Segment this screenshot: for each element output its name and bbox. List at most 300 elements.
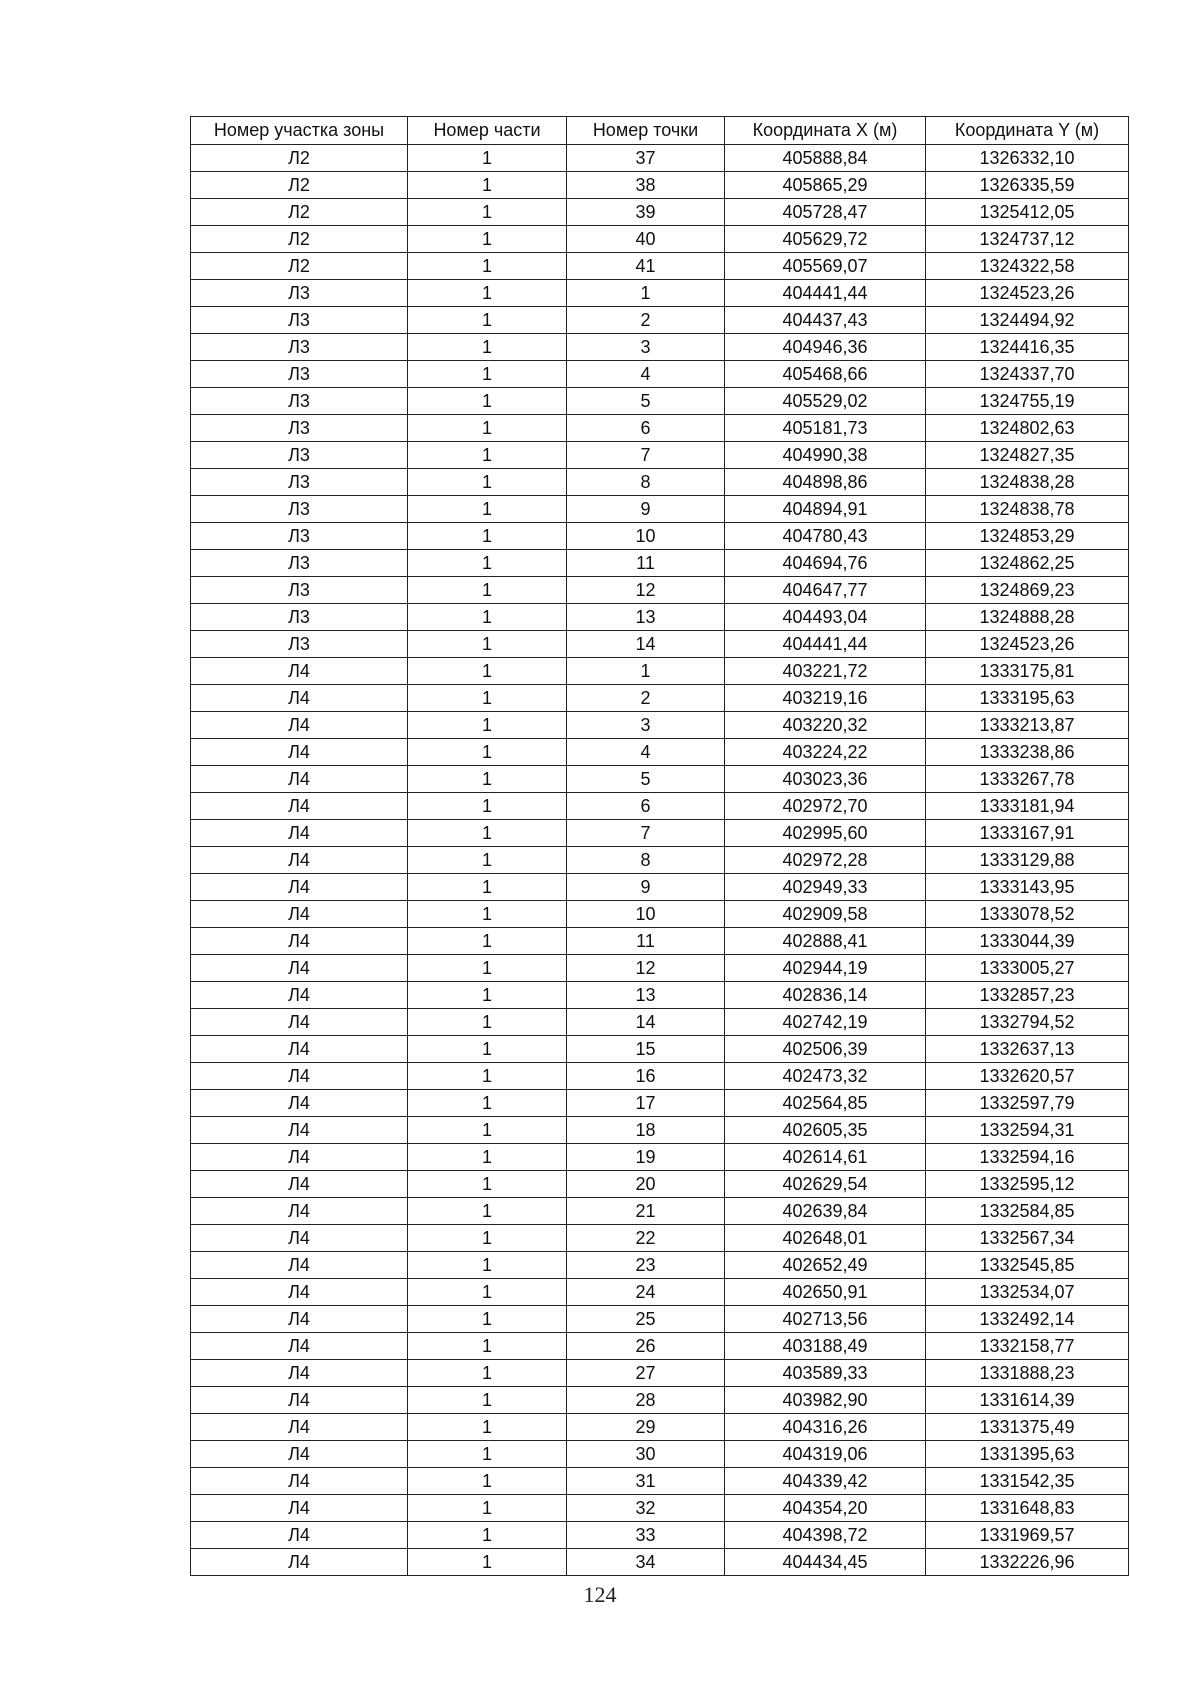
point-number-cell: 40 bbox=[567, 226, 725, 253]
coordinate-x-cell: 405468,66 bbox=[725, 361, 926, 388]
zone-section-cell: Л2 bbox=[191, 145, 408, 172]
coordinate-y-cell: 1331969,57 bbox=[926, 1522, 1129, 1549]
point-number-cell: 28 bbox=[567, 1387, 725, 1414]
part-number-cell: 1 bbox=[408, 1495, 567, 1522]
zone-section-cell: Л4 bbox=[191, 658, 408, 685]
part-number-cell: 1 bbox=[408, 1252, 567, 1279]
part-number-cell: 1 bbox=[408, 307, 567, 334]
point-number-cell: 25 bbox=[567, 1306, 725, 1333]
table-row bbox=[191, 172, 1129, 199]
point-number-cell: 8 bbox=[567, 469, 725, 496]
point-number-cell: 1 bbox=[567, 658, 725, 685]
coordinate-y-cell: 1324322,58 bbox=[926, 253, 1129, 280]
part-number-cell: 1 bbox=[408, 1549, 567, 1576]
coordinate-x-cell: 402639,84 bbox=[725, 1198, 926, 1225]
coordinate-y-cell: 1332534,07 bbox=[926, 1279, 1129, 1306]
table-row bbox=[191, 1495, 1129, 1522]
table-row bbox=[191, 766, 1129, 793]
coordinate-y-cell: 1332226,96 bbox=[926, 1549, 1129, 1576]
point-number-cell: 14 bbox=[567, 631, 725, 658]
point-number-cell: 32 bbox=[567, 1495, 725, 1522]
coordinate-y-cell: 1324494,92 bbox=[926, 307, 1129, 334]
coordinate-x-cell: 402614,61 bbox=[725, 1144, 926, 1171]
coordinate-y-cell: 1326332,10 bbox=[926, 145, 1129, 172]
part-number-cell: 1 bbox=[408, 1063, 567, 1090]
point-number-cell: 37 bbox=[567, 145, 725, 172]
coordinate-y-cell: 1333143,95 bbox=[926, 874, 1129, 901]
table-body bbox=[191, 145, 1129, 1576]
coordinate-x-cell: 404898,86 bbox=[725, 469, 926, 496]
point-number-cell: 3 bbox=[567, 712, 725, 739]
part-number-cell: 1 bbox=[408, 1306, 567, 1333]
zone-section-cell: Л3 bbox=[191, 442, 408, 469]
point-number-cell: 12 bbox=[567, 577, 725, 604]
part-number-cell: 1 bbox=[408, 1225, 567, 1252]
table-row bbox=[191, 820, 1129, 847]
table-row bbox=[191, 1198, 1129, 1225]
point-number-cell: 34 bbox=[567, 1549, 725, 1576]
table-row bbox=[191, 1009, 1129, 1036]
coordinate-x-cell: 403982,90 bbox=[725, 1387, 926, 1414]
table-row bbox=[191, 631, 1129, 658]
coordinate-x-cell: 403221,72 bbox=[725, 658, 926, 685]
point-number-cell: 14 bbox=[567, 1009, 725, 1036]
coordinates-table bbox=[190, 116, 1129, 1576]
coordinate-y-cell: 1333267,78 bbox=[926, 766, 1129, 793]
zone-section-cell: Л4 bbox=[191, 955, 408, 982]
header-part-number: Номер части bbox=[408, 117, 567, 145]
coordinate-y-cell: 1324755,19 bbox=[926, 388, 1129, 415]
coordinate-x-cell: 404894,91 bbox=[725, 496, 926, 523]
zone-section-cell: Л4 bbox=[191, 1252, 408, 1279]
part-number-cell: 1 bbox=[408, 847, 567, 874]
coordinate-x-cell: 405728,47 bbox=[725, 199, 926, 226]
coordinate-x-cell: 402713,56 bbox=[725, 1306, 926, 1333]
point-number-cell: 19 bbox=[567, 1144, 725, 1171]
zone-section-cell: Л3 bbox=[191, 307, 408, 334]
table-row bbox=[191, 604, 1129, 631]
zone-section-cell: Л4 bbox=[191, 793, 408, 820]
part-number-cell: 1 bbox=[408, 1144, 567, 1171]
table-row bbox=[191, 1360, 1129, 1387]
table-row bbox=[191, 1036, 1129, 1063]
part-number-cell: 1 bbox=[408, 901, 567, 928]
point-number-cell: 13 bbox=[567, 604, 725, 631]
part-number-cell: 1 bbox=[408, 496, 567, 523]
coordinate-y-cell: 1331395,63 bbox=[926, 1441, 1129, 1468]
header-row bbox=[191, 117, 1129, 145]
coordinate-x-cell: 402888,41 bbox=[725, 928, 926, 955]
coordinate-y-cell: 1325412,05 bbox=[926, 199, 1129, 226]
coordinate-y-cell: 1324523,26 bbox=[926, 280, 1129, 307]
coordinate-x-cell: 402742,19 bbox=[725, 1009, 926, 1036]
header-coordinate-y: Координата Y (м) bbox=[926, 117, 1129, 145]
part-number-cell: 1 bbox=[408, 1009, 567, 1036]
part-number-cell: 1 bbox=[408, 1036, 567, 1063]
point-number-cell: 10 bbox=[567, 901, 725, 928]
coordinate-x-cell: 402605,35 bbox=[725, 1117, 926, 1144]
coordinate-y-cell: 1326335,59 bbox=[926, 172, 1129, 199]
coordinate-y-cell: 1333167,91 bbox=[926, 820, 1129, 847]
coordinate-x-cell: 405569,07 bbox=[725, 253, 926, 280]
coordinate-y-cell: 1332620,57 bbox=[926, 1063, 1129, 1090]
zone-section-cell: Л3 bbox=[191, 496, 408, 523]
point-number-cell: 13 bbox=[567, 982, 725, 1009]
zone-section-cell: Л4 bbox=[191, 739, 408, 766]
coordinate-y-cell: 1324827,35 bbox=[926, 442, 1129, 469]
point-number-cell: 15 bbox=[567, 1036, 725, 1063]
coordinate-x-cell: 402972,70 bbox=[725, 793, 926, 820]
part-number-cell: 1 bbox=[408, 766, 567, 793]
point-number-cell: 38 bbox=[567, 172, 725, 199]
coordinate-y-cell: 1324802,63 bbox=[926, 415, 1129, 442]
part-number-cell: 1 bbox=[408, 1279, 567, 1306]
coordinate-x-cell: 402648,01 bbox=[725, 1225, 926, 1252]
zone-section-cell: Л4 bbox=[191, 928, 408, 955]
part-number-cell: 1 bbox=[408, 1414, 567, 1441]
point-number-cell: 18 bbox=[567, 1117, 725, 1144]
part-number-cell: 1 bbox=[408, 739, 567, 766]
coordinate-y-cell: 1332794,52 bbox=[926, 1009, 1129, 1036]
point-number-cell: 8 bbox=[567, 847, 725, 874]
table-row bbox=[191, 145, 1129, 172]
zone-section-cell: Л3 bbox=[191, 361, 408, 388]
zone-section-cell: Л3 bbox=[191, 469, 408, 496]
coordinate-y-cell: 1333175,81 bbox=[926, 658, 1129, 685]
coordinate-x-cell: 402909,58 bbox=[725, 901, 926, 928]
part-number-cell: 1 bbox=[408, 280, 567, 307]
table-row bbox=[191, 1090, 1129, 1117]
part-number-cell: 1 bbox=[408, 1387, 567, 1414]
point-number-cell: 11 bbox=[567, 928, 725, 955]
zone-section-cell: Л4 bbox=[191, 1522, 408, 1549]
table-row bbox=[191, 847, 1129, 874]
table-row bbox=[191, 955, 1129, 982]
coordinate-x-cell: 402652,49 bbox=[725, 1252, 926, 1279]
part-number-cell: 1 bbox=[408, 955, 567, 982]
table-row bbox=[191, 577, 1129, 604]
coordinate-y-cell: 1331614,39 bbox=[926, 1387, 1129, 1414]
table-row bbox=[191, 1522, 1129, 1549]
point-number-cell: 21 bbox=[567, 1198, 725, 1225]
table-row bbox=[191, 1117, 1129, 1144]
zone-section-cell: Л2 bbox=[191, 172, 408, 199]
table-row bbox=[191, 1225, 1129, 1252]
point-number-cell: 22 bbox=[567, 1225, 725, 1252]
part-number-cell: 1 bbox=[408, 685, 567, 712]
point-number-cell: 20 bbox=[567, 1171, 725, 1198]
point-number-cell: 10 bbox=[567, 523, 725, 550]
zone-section-cell: Л4 bbox=[191, 1495, 408, 1522]
point-number-cell: 30 bbox=[567, 1441, 725, 1468]
coordinate-y-cell: 1333181,94 bbox=[926, 793, 1129, 820]
table-row bbox=[191, 793, 1129, 820]
part-number-cell: 1 bbox=[408, 1198, 567, 1225]
point-number-cell: 1 bbox=[567, 280, 725, 307]
zone-section-cell: Л4 bbox=[191, 901, 408, 928]
zone-section-cell: Л4 bbox=[191, 1063, 408, 1090]
part-number-cell: 1 bbox=[408, 928, 567, 955]
coordinate-y-cell: 1333195,63 bbox=[926, 685, 1129, 712]
table-row bbox=[191, 1171, 1129, 1198]
table-row bbox=[191, 1333, 1129, 1360]
part-number-cell: 1 bbox=[408, 1360, 567, 1387]
table-row bbox=[191, 280, 1129, 307]
coordinate-y-cell: 1333238,86 bbox=[926, 739, 1129, 766]
coordinate-x-cell: 403220,32 bbox=[725, 712, 926, 739]
coordinate-x-cell: 404339,42 bbox=[725, 1468, 926, 1495]
coordinate-y-cell: 1332595,12 bbox=[926, 1171, 1129, 1198]
table-row bbox=[191, 658, 1129, 685]
part-number-cell: 1 bbox=[408, 226, 567, 253]
coordinate-x-cell: 404398,72 bbox=[725, 1522, 926, 1549]
part-number-cell: 1 bbox=[408, 1468, 567, 1495]
table-row bbox=[191, 901, 1129, 928]
zone-section-cell: Л3 bbox=[191, 604, 408, 631]
coordinate-x-cell: 405529,02 bbox=[725, 388, 926, 415]
zone-section-cell: Л3 bbox=[191, 280, 408, 307]
point-number-cell: 5 bbox=[567, 388, 725, 415]
table-row bbox=[191, 685, 1129, 712]
coordinate-x-cell: 403589,33 bbox=[725, 1360, 926, 1387]
point-number-cell: 6 bbox=[567, 415, 725, 442]
table-row bbox=[191, 1387, 1129, 1414]
table-row bbox=[191, 1549, 1129, 1576]
table-row bbox=[191, 199, 1129, 226]
header-point-number: Номер точки bbox=[567, 117, 725, 145]
zone-section-cell: Л3 bbox=[191, 334, 408, 361]
zone-section-cell: Л4 bbox=[191, 1090, 408, 1117]
coordinate-y-cell: 1324737,12 bbox=[926, 226, 1129, 253]
coordinate-y-cell: 1331375,49 bbox=[926, 1414, 1129, 1441]
point-number-cell: 23 bbox=[567, 1252, 725, 1279]
table-row bbox=[191, 253, 1129, 280]
table-row bbox=[191, 307, 1129, 334]
coordinate-x-cell: 403219,16 bbox=[725, 685, 926, 712]
table-row bbox=[191, 982, 1129, 1009]
zone-section-cell: Л2 bbox=[191, 226, 408, 253]
table-row bbox=[191, 442, 1129, 469]
zone-section-cell: Л4 bbox=[191, 1306, 408, 1333]
part-number-cell: 1 bbox=[408, 1090, 567, 1117]
part-number-cell: 1 bbox=[408, 577, 567, 604]
zone-section-cell: Л4 bbox=[191, 1117, 408, 1144]
table-row bbox=[191, 712, 1129, 739]
zone-section-cell: Л3 bbox=[191, 415, 408, 442]
table-header bbox=[191, 117, 1129, 145]
part-number-cell: 1 bbox=[408, 1441, 567, 1468]
part-number-cell: 1 bbox=[408, 442, 567, 469]
zone-section-cell: Л4 bbox=[191, 685, 408, 712]
part-number-cell: 1 bbox=[408, 469, 567, 496]
zone-section-cell: Л4 bbox=[191, 874, 408, 901]
point-number-cell: 31 bbox=[567, 1468, 725, 1495]
header-coordinate-x: Координата X (м) bbox=[725, 117, 926, 145]
part-number-cell: 1 bbox=[408, 388, 567, 415]
coordinate-y-cell: 1324838,78 bbox=[926, 496, 1129, 523]
part-number-cell: 1 bbox=[408, 415, 567, 442]
table-row bbox=[191, 1063, 1129, 1090]
zone-section-cell: Л4 bbox=[191, 1009, 408, 1036]
zone-section-cell: Л4 bbox=[191, 1198, 408, 1225]
coordinate-x-cell: 403224,22 bbox=[725, 739, 926, 766]
coordinate-x-cell: 405181,73 bbox=[725, 415, 926, 442]
coordinate-x-cell: 404694,76 bbox=[725, 550, 926, 577]
part-number-cell: 1 bbox=[408, 199, 567, 226]
coordinate-x-cell: 402473,32 bbox=[725, 1063, 926, 1090]
coordinate-y-cell: 1333005,27 bbox=[926, 955, 1129, 982]
coordinate-y-cell: 1332567,34 bbox=[926, 1225, 1129, 1252]
coordinate-x-cell: 404493,04 bbox=[725, 604, 926, 631]
coordinate-x-cell: 402944,19 bbox=[725, 955, 926, 982]
zone-section-cell: Л4 bbox=[191, 1387, 408, 1414]
table-row bbox=[191, 739, 1129, 766]
part-number-cell: 1 bbox=[408, 658, 567, 685]
point-number-cell: 17 bbox=[567, 1090, 725, 1117]
coordinate-y-cell: 1324838,28 bbox=[926, 469, 1129, 496]
coordinate-y-cell: 1332545,85 bbox=[926, 1252, 1129, 1279]
point-number-cell: 2 bbox=[567, 685, 725, 712]
part-number-cell: 1 bbox=[408, 361, 567, 388]
coordinate-y-cell: 1333213,87 bbox=[926, 712, 1129, 739]
coordinate-y-cell: 1324523,26 bbox=[926, 631, 1129, 658]
table-row bbox=[191, 523, 1129, 550]
table-row bbox=[191, 928, 1129, 955]
coordinate-x-cell: 405865,29 bbox=[725, 172, 926, 199]
coordinate-x-cell: 402972,28 bbox=[725, 847, 926, 874]
coordinate-y-cell: 1332594,31 bbox=[926, 1117, 1129, 1144]
zone-section-cell: Л4 bbox=[191, 847, 408, 874]
coordinate-x-cell: 404441,44 bbox=[725, 631, 926, 658]
part-number-cell: 1 bbox=[408, 550, 567, 577]
part-number-cell: 1 bbox=[408, 793, 567, 820]
zone-section-cell: Л4 bbox=[191, 1549, 408, 1576]
coordinate-x-cell: 403188,49 bbox=[725, 1333, 926, 1360]
part-number-cell: 1 bbox=[408, 1333, 567, 1360]
zone-section-cell: Л4 bbox=[191, 1144, 408, 1171]
part-number-cell: 1 bbox=[408, 712, 567, 739]
zone-section-cell: Л3 bbox=[191, 523, 408, 550]
coordinate-y-cell: 1331648,83 bbox=[926, 1495, 1129, 1522]
part-number-cell: 1 bbox=[408, 604, 567, 631]
part-number-cell: 1 bbox=[408, 874, 567, 901]
coordinate-x-cell: 404441,44 bbox=[725, 280, 926, 307]
table-row bbox=[191, 1279, 1129, 1306]
coordinate-y-cell: 1324416,35 bbox=[926, 334, 1129, 361]
table-row bbox=[191, 415, 1129, 442]
table-row bbox=[191, 550, 1129, 577]
zone-section-cell: Л4 bbox=[191, 1225, 408, 1252]
part-number-cell: 1 bbox=[408, 1171, 567, 1198]
zone-section-cell: Л4 bbox=[191, 1360, 408, 1387]
zone-section-cell: Л4 bbox=[191, 1171, 408, 1198]
point-number-cell: 24 bbox=[567, 1279, 725, 1306]
coordinate-x-cell: 404780,43 bbox=[725, 523, 926, 550]
coordinate-x-cell: 404990,38 bbox=[725, 442, 926, 469]
part-number-cell: 1 bbox=[408, 145, 567, 172]
zone-section-cell: Л4 bbox=[191, 1441, 408, 1468]
coordinate-y-cell: 1332584,85 bbox=[926, 1198, 1129, 1225]
zone-section-cell: Л3 bbox=[191, 550, 408, 577]
coordinate-y-cell: 1333129,88 bbox=[926, 847, 1129, 874]
table-row bbox=[191, 1414, 1129, 1441]
coordinate-x-cell: 402564,85 bbox=[725, 1090, 926, 1117]
point-number-cell: 27 bbox=[567, 1360, 725, 1387]
coordinate-x-cell: 404354,20 bbox=[725, 1495, 926, 1522]
coordinate-y-cell: 1331542,35 bbox=[926, 1468, 1129, 1495]
zone-section-cell: Л2 bbox=[191, 199, 408, 226]
coordinate-y-cell: 1324862,25 bbox=[926, 550, 1129, 577]
coordinate-x-cell: 402650,91 bbox=[725, 1279, 926, 1306]
point-number-cell: 16 bbox=[567, 1063, 725, 1090]
coordinate-x-cell: 404316,26 bbox=[725, 1414, 926, 1441]
point-number-cell: 11 bbox=[567, 550, 725, 577]
zone-section-cell: Л3 bbox=[191, 388, 408, 415]
point-number-cell: 26 bbox=[567, 1333, 725, 1360]
coordinate-y-cell: 1324337,70 bbox=[926, 361, 1129, 388]
zone-section-cell: Л4 bbox=[191, 1036, 408, 1063]
page-number: 124 bbox=[583, 1582, 617, 1607]
header-zone-section: Номер участка зоны bbox=[191, 117, 408, 145]
coordinate-x-cell: 402836,14 bbox=[725, 982, 926, 1009]
coordinate-x-cell: 402629,54 bbox=[725, 1171, 926, 1198]
zone-section-cell: Л4 bbox=[191, 1333, 408, 1360]
part-number-cell: 1 bbox=[408, 1117, 567, 1144]
coordinate-x-cell: 402949,33 bbox=[725, 874, 926, 901]
part-number-cell: 1 bbox=[408, 982, 567, 1009]
part-number-cell: 1 bbox=[408, 334, 567, 361]
coordinate-x-cell: 404437,43 bbox=[725, 307, 926, 334]
table-row bbox=[191, 1144, 1129, 1171]
point-number-cell: 39 bbox=[567, 199, 725, 226]
point-number-cell: 9 bbox=[567, 496, 725, 523]
coordinate-x-cell: 403023,36 bbox=[725, 766, 926, 793]
zone-section-cell: Л4 bbox=[191, 1468, 408, 1495]
coordinate-y-cell: 1324888,28 bbox=[926, 604, 1129, 631]
zone-section-cell: Л4 bbox=[191, 820, 408, 847]
coordinate-x-cell: 405888,84 bbox=[725, 145, 926, 172]
part-number-cell: 1 bbox=[408, 1522, 567, 1549]
point-number-cell: 4 bbox=[567, 361, 725, 388]
table-row bbox=[191, 388, 1129, 415]
zone-section-cell: Л2 bbox=[191, 253, 408, 280]
point-number-cell: 3 bbox=[567, 334, 725, 361]
zone-section-cell: Л4 bbox=[191, 982, 408, 1009]
table-row bbox=[191, 226, 1129, 253]
point-number-cell: 12 bbox=[567, 955, 725, 982]
point-number-cell: 7 bbox=[567, 442, 725, 469]
point-number-cell: 33 bbox=[567, 1522, 725, 1549]
coordinate-y-cell: 1332857,23 bbox=[926, 982, 1129, 1009]
part-number-cell: 1 bbox=[408, 253, 567, 280]
table-row bbox=[191, 469, 1129, 496]
coordinate-x-cell: 404647,77 bbox=[725, 577, 926, 604]
coordinate-y-cell: 1331888,23 bbox=[926, 1360, 1129, 1387]
table-row bbox=[191, 1306, 1129, 1333]
coordinate-x-cell: 404319,06 bbox=[725, 1441, 926, 1468]
coordinate-y-cell: 1332594,16 bbox=[926, 1144, 1129, 1171]
coordinate-y-cell: 1324869,23 bbox=[926, 577, 1129, 604]
point-number-cell: 7 bbox=[567, 820, 725, 847]
coordinate-x-cell: 402506,39 bbox=[725, 1036, 926, 1063]
table-row bbox=[191, 1468, 1129, 1495]
coordinate-y-cell: 1332158,77 bbox=[926, 1333, 1129, 1360]
coordinate-y-cell: 1332492,14 bbox=[926, 1306, 1129, 1333]
point-number-cell: 41 bbox=[567, 253, 725, 280]
zone-section-cell: Л3 bbox=[191, 631, 408, 658]
zone-section-cell: Л4 bbox=[191, 766, 408, 793]
table-row bbox=[191, 361, 1129, 388]
